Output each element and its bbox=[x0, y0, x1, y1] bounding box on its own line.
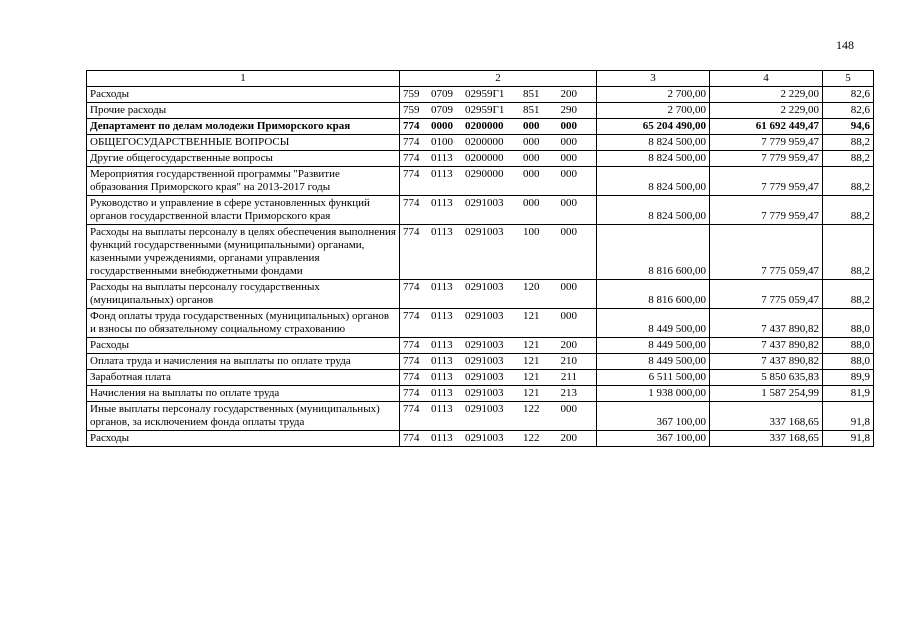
row-codes bbox=[400, 370, 597, 386]
row-codes bbox=[400, 402, 597, 431]
code-admin: 774 bbox=[403, 281, 420, 293]
code-kosgu: 200 bbox=[560, 432, 577, 444]
code-target: 0291003 bbox=[465, 403, 504, 415]
row-name: Расходы bbox=[87, 87, 400, 103]
row-codes bbox=[400, 354, 597, 370]
code-admin: 774 bbox=[403, 432, 420, 444]
row-col4: 337 168,65 bbox=[710, 402, 823, 431]
code-section: 0113 bbox=[431, 403, 453, 415]
row-col4: 7 779 959,47 bbox=[710, 135, 823, 151]
table-row bbox=[87, 87, 874, 103]
table-row bbox=[87, 151, 874, 167]
row-name: Заработная плата bbox=[87, 370, 400, 386]
row-codes bbox=[400, 196, 597, 225]
row-codes bbox=[400, 103, 597, 119]
code-target: 0291003 bbox=[465, 197, 504, 209]
row-col3: 8 816 600,00 bbox=[597, 225, 710, 280]
code-expense-type: 000 bbox=[523, 136, 540, 148]
code-target: 0291003 bbox=[465, 387, 504, 399]
row-col5: 88,2 bbox=[823, 196, 874, 225]
code-admin: 774 bbox=[403, 403, 420, 415]
code-admin: 774 bbox=[403, 120, 420, 132]
row-codes bbox=[400, 151, 597, 167]
code-kosgu: 000 bbox=[560, 310, 577, 322]
row-col5: 88,0 bbox=[823, 338, 874, 354]
code-target: 0290000 bbox=[465, 168, 504, 180]
code-section: 0100 bbox=[431, 136, 453, 148]
code-target: 0291003 bbox=[465, 371, 504, 383]
code-admin: 759 bbox=[403, 104, 420, 116]
row-col4: 7 437 890,82 bbox=[710, 354, 823, 370]
row-col3: 8 449 500,00 bbox=[597, 354, 710, 370]
row-col3: 2 700,00 bbox=[597, 87, 710, 103]
table-row bbox=[87, 280, 874, 309]
table-row bbox=[87, 309, 874, 338]
row-col5: 88,2 bbox=[823, 225, 874, 280]
header-row bbox=[87, 71, 874, 87]
row-col4: 5 850 635,83 bbox=[710, 370, 823, 386]
row-name: Фонд оплаты труда государственных (муниципальных) органов и взносы по обязательному социальному страхованию bbox=[87, 309, 400, 338]
code-expense-type: 121 bbox=[523, 310, 540, 322]
row-col4: 61 692 449,47 bbox=[710, 119, 823, 135]
row-col4: 7 437 890,82 bbox=[710, 309, 823, 338]
code-expense-type: 121 bbox=[523, 355, 540, 367]
code-section: 0709 bbox=[431, 88, 453, 100]
row-col5: 89,9 bbox=[823, 370, 874, 386]
row-col5: 88,2 bbox=[823, 135, 874, 151]
row-col3: 8 449 500,00 bbox=[597, 338, 710, 354]
code-target: 02959Г1 bbox=[465, 104, 505, 116]
code-admin: 774 bbox=[403, 355, 420, 367]
code-expense-type: 100 bbox=[523, 226, 540, 238]
page-number: 148 bbox=[836, 38, 854, 52]
row-col4: 1 587 254,99 bbox=[710, 386, 823, 402]
row-codes bbox=[400, 431, 597, 447]
row-codes bbox=[400, 309, 597, 338]
header-col-2: 2 bbox=[400, 71, 597, 87]
row-col4: 7 437 890,82 bbox=[710, 338, 823, 354]
row-col5: 88,2 bbox=[823, 167, 874, 196]
code-target: 02959Г1 bbox=[465, 88, 505, 100]
row-codes bbox=[400, 167, 597, 196]
row-col4: 7 779 959,47 bbox=[710, 167, 823, 196]
table-row bbox=[87, 103, 874, 119]
code-kosgu: 000 bbox=[560, 120, 577, 132]
code-kosgu: 000 bbox=[560, 136, 577, 148]
row-name: Расходы на выплаты персоналу государственных (муниципальных) органов bbox=[87, 280, 400, 309]
table-row bbox=[87, 196, 874, 225]
row-name: Расходы bbox=[87, 338, 400, 354]
row-codes bbox=[400, 135, 597, 151]
code-expense-type: 122 bbox=[523, 403, 540, 415]
row-col4: 7 775 059,47 bbox=[710, 225, 823, 280]
code-admin: 774 bbox=[403, 197, 420, 209]
code-expense-type: 000 bbox=[523, 168, 540, 180]
code-target: 0291003 bbox=[465, 310, 504, 322]
code-kosgu: 210 bbox=[560, 355, 577, 367]
row-col5: 88,2 bbox=[823, 280, 874, 309]
code-admin: 759 bbox=[403, 88, 420, 100]
row-codes bbox=[400, 386, 597, 402]
code-kosgu: 213 bbox=[560, 387, 577, 399]
code-admin: 774 bbox=[403, 339, 420, 351]
row-name: Расходы на выплаты персоналу в целях обеспечения выполнения функций государственными (муниципальными) органами, казенными учреждениями, органами управления государственными внебюджетными фондами bbox=[87, 225, 400, 280]
row-col5: 88,0 bbox=[823, 309, 874, 338]
row-name: Департамент по делам молодежи Приморского края bbox=[87, 119, 400, 135]
row-col3: 8 824 500,00 bbox=[597, 196, 710, 225]
code-section: 0113 bbox=[431, 355, 453, 367]
row-codes bbox=[400, 225, 597, 280]
code-expense-type: 122 bbox=[523, 432, 540, 444]
code-expense-type: 000 bbox=[523, 120, 540, 132]
code-section: 0113 bbox=[431, 197, 453, 209]
code-admin: 774 bbox=[403, 371, 420, 383]
code-expense-type: 121 bbox=[523, 371, 540, 383]
code-kosgu: 200 bbox=[560, 339, 577, 351]
row-col4: 337 168,65 bbox=[710, 431, 823, 447]
row-col3: 1 938 000,00 bbox=[597, 386, 710, 402]
budget-table bbox=[86, 70, 874, 447]
row-col5: 88,2 bbox=[823, 151, 874, 167]
row-col3: 8 816 600,00 bbox=[597, 280, 710, 309]
row-codes bbox=[400, 119, 597, 135]
row-col5: 82,6 bbox=[823, 87, 874, 103]
code-section: 0113 bbox=[431, 152, 453, 164]
row-col4: 7 779 959,47 bbox=[710, 196, 823, 225]
row-col3: 8 824 500,00 bbox=[597, 135, 710, 151]
row-name: Прочие расходы bbox=[87, 103, 400, 119]
row-col3: 367 100,00 bbox=[597, 431, 710, 447]
code-section: 0709 bbox=[431, 104, 453, 116]
row-col3: 8 824 500,00 bbox=[597, 151, 710, 167]
table-row bbox=[87, 370, 874, 386]
code-section: 0113 bbox=[431, 339, 453, 351]
row-col5: 91,8 bbox=[823, 402, 874, 431]
code-admin: 774 bbox=[403, 387, 420, 399]
code-expense-type: 121 bbox=[523, 339, 540, 351]
code-kosgu: 000 bbox=[560, 168, 577, 180]
code-section: 0113 bbox=[431, 310, 453, 322]
row-name: Другие общегосударственные вопросы bbox=[87, 151, 400, 167]
row-col4: 7 779 959,47 bbox=[710, 151, 823, 167]
code-target: 0291003 bbox=[465, 432, 504, 444]
code-section: 0113 bbox=[431, 226, 453, 238]
row-col4: 2 229,00 bbox=[710, 103, 823, 119]
code-admin: 774 bbox=[403, 168, 420, 180]
row-col3: 65 204 490,00 bbox=[597, 119, 710, 135]
table-row bbox=[87, 338, 874, 354]
code-kosgu: 000 bbox=[560, 403, 577, 415]
row-name: Иные выплаты персоналу государственных (муниципальных) органов, за исключением фонда оплаты труда bbox=[87, 402, 400, 431]
row-codes bbox=[400, 280, 597, 309]
table-row bbox=[87, 354, 874, 370]
code-section: 0113 bbox=[431, 168, 453, 180]
row-name: Начисления на выплаты по оплате труда bbox=[87, 386, 400, 402]
table-row bbox=[87, 402, 874, 431]
code-expense-type: 000 bbox=[523, 152, 540, 164]
code-kosgu: 200 bbox=[560, 88, 577, 100]
code-admin: 774 bbox=[403, 152, 420, 164]
code-section: 0113 bbox=[431, 432, 453, 444]
table-row bbox=[87, 119, 874, 135]
row-col5: 82,6 bbox=[823, 103, 874, 119]
row-col4: 2 229,00 bbox=[710, 87, 823, 103]
row-col3: 6 511 500,00 bbox=[597, 370, 710, 386]
code-section: 0113 bbox=[431, 371, 453, 383]
row-col5: 94,6 bbox=[823, 119, 874, 135]
code-kosgu: 000 bbox=[560, 281, 577, 293]
row-name: Оплата труда и начисления на выплаты по оплате труда bbox=[87, 354, 400, 370]
row-col3: 367 100,00 bbox=[597, 402, 710, 431]
code-section: 0000 bbox=[431, 120, 453, 132]
row-col5: 81,9 bbox=[823, 386, 874, 402]
table-row bbox=[87, 225, 874, 280]
code-target: 0291003 bbox=[465, 281, 504, 293]
row-col5: 91,8 bbox=[823, 431, 874, 447]
table-row bbox=[87, 386, 874, 402]
code-admin: 774 bbox=[403, 136, 420, 148]
header-col-1: 1 bbox=[87, 71, 400, 87]
row-name: Мероприятия государственной программы "Развитие образования Приморского края" на 2013-2017 годы bbox=[87, 167, 400, 196]
code-kosgu: 000 bbox=[560, 197, 577, 209]
row-codes bbox=[400, 87, 597, 103]
code-target: 0200000 bbox=[465, 136, 504, 148]
row-col3: 8 824 500,00 bbox=[597, 167, 710, 196]
row-col3: 2 700,00 bbox=[597, 103, 710, 119]
row-col4: 7 775 059,47 bbox=[710, 280, 823, 309]
header-col-3: 3 bbox=[597, 71, 710, 87]
code-target: 0200000 bbox=[465, 152, 504, 164]
code-expense-type: 121 bbox=[523, 387, 540, 399]
row-name: ОБЩЕГОСУДАРСТВЕННЫЕ ВОПРОСЫ bbox=[87, 135, 400, 151]
code-kosgu: 290 bbox=[560, 104, 577, 116]
row-name: Руководство и управление в сфере установленных функций органов государственной власти Приморского края bbox=[87, 196, 400, 225]
table-row bbox=[87, 431, 874, 447]
code-expense-type: 851 bbox=[523, 104, 540, 116]
table-row bbox=[87, 135, 874, 151]
code-expense-type: 120 bbox=[523, 281, 540, 293]
code-target: 0200000 bbox=[465, 120, 504, 132]
code-kosgu: 000 bbox=[560, 226, 577, 238]
code-section: 0113 bbox=[431, 281, 453, 293]
table-row bbox=[87, 167, 874, 196]
code-kosgu: 211 bbox=[560, 371, 577, 383]
row-name: Расходы bbox=[87, 431, 400, 447]
code-section: 0113 bbox=[431, 387, 453, 399]
code-target: 0291003 bbox=[465, 355, 504, 367]
code-expense-type: 851 bbox=[523, 88, 540, 100]
code-target: 0291003 bbox=[465, 226, 504, 238]
code-expense-type: 000 bbox=[523, 197, 540, 209]
row-col3: 8 449 500,00 bbox=[597, 309, 710, 338]
header-col-4: 4 bbox=[710, 71, 823, 87]
code-admin: 774 bbox=[403, 310, 420, 322]
row-codes bbox=[400, 338, 597, 354]
code-target: 0291003 bbox=[465, 339, 504, 351]
code-admin: 774 bbox=[403, 226, 420, 238]
row-col5: 88,0 bbox=[823, 354, 874, 370]
code-kosgu: 000 bbox=[560, 152, 577, 164]
header-col-5: 5 bbox=[823, 71, 874, 87]
